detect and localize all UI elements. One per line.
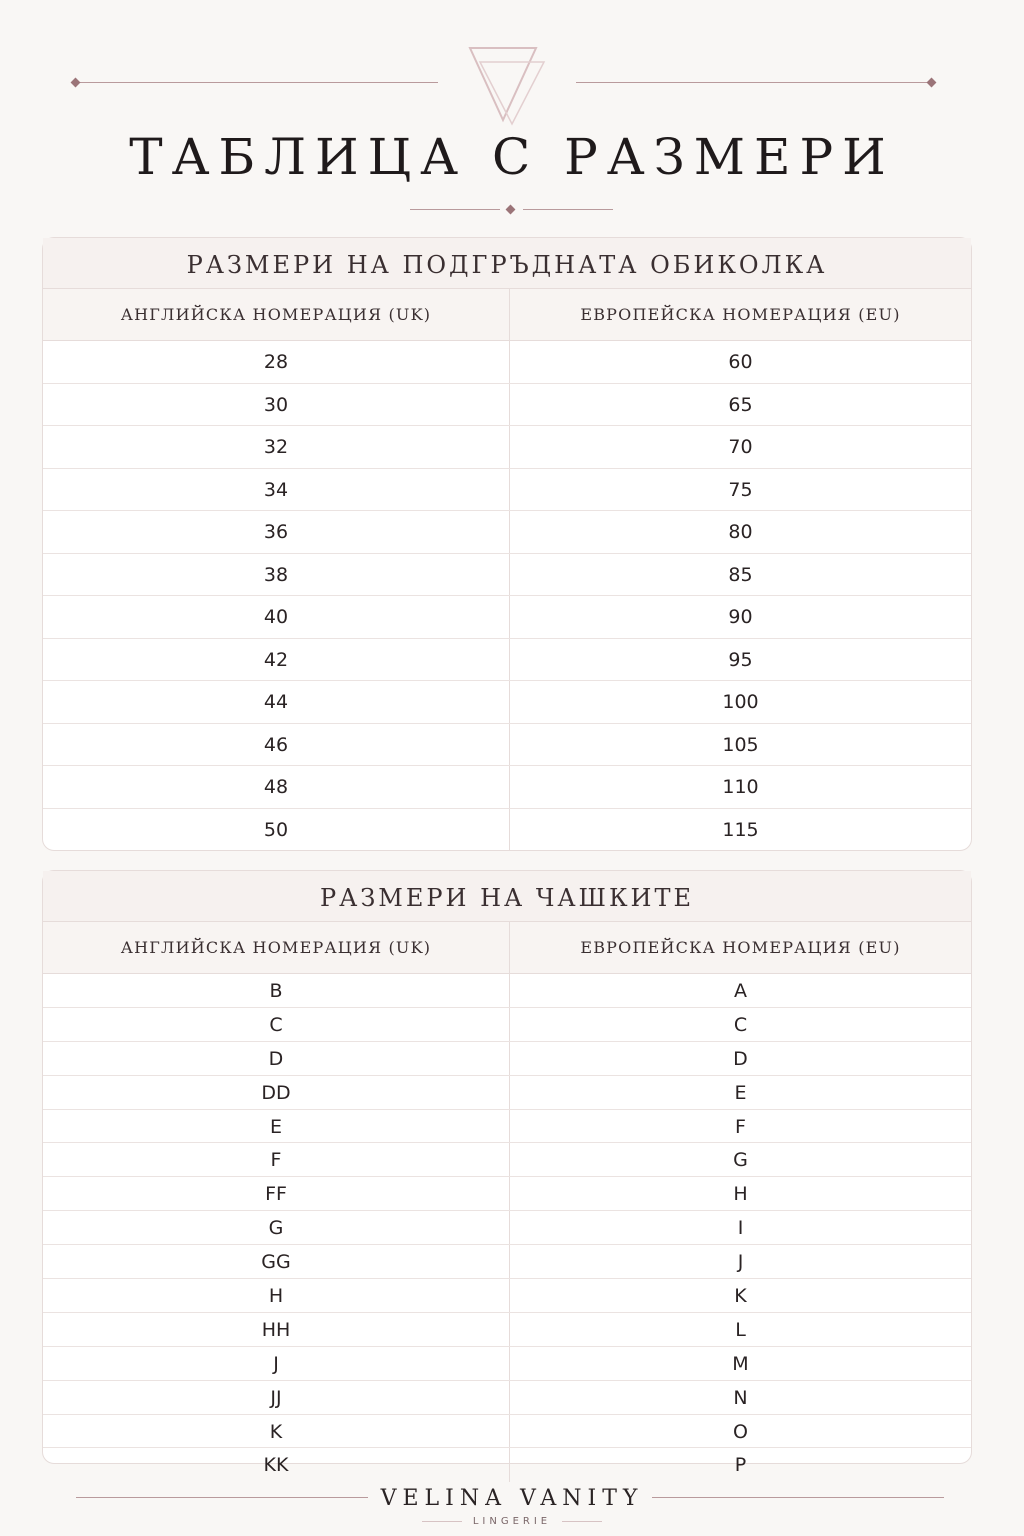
- cell-uk: K: [43, 1415, 510, 1448]
- cell-eu: 110: [722, 776, 759, 798]
- column-header-uk: АНГЛИЙСКА НОМЕРАЦИЯ (UK): [43, 289, 510, 340]
- column-header-eu: ЕВРОПЕЙСКА НОМЕРАЦИЯ (EU): [580, 305, 901, 324]
- cell-eu: L: [735, 1318, 746, 1341]
- cup-table-heading: РАЗМЕРИ НА ЧАШКИТЕ: [43, 871, 971, 922]
- cell-eu: 100: [722, 691, 759, 713]
- cell-eu: 70: [728, 436, 753, 458]
- cup-size-table: [42, 870, 972, 1477]
- table-row: [43, 1177, 971, 1211]
- table-row: [43, 1415, 971, 1449]
- table-row: [43, 681, 971, 724]
- cell-uk: C: [43, 1008, 510, 1041]
- cell-eu: C: [733, 1013, 748, 1036]
- cell-eu: H: [733, 1183, 748, 1206]
- cell-eu: E: [734, 1081, 747, 1104]
- table-row: [43, 1313, 971, 1347]
- cell-eu: D: [733, 1047, 748, 1070]
- cell-eu: 95: [728, 648, 753, 671]
- title-rule-left: [410, 209, 500, 210]
- table-row: [43, 1076, 971, 1110]
- triangle-logo-icon: [466, 44, 548, 128]
- cell-eu: A: [734, 980, 747, 1002]
- table-row: [43, 384, 971, 427]
- table-row: [43, 469, 971, 512]
- cell-uk: 36: [43, 511, 510, 553]
- table-row: [43, 341, 971, 384]
- table-row: [43, 1381, 971, 1415]
- table-row: [43, 511, 971, 554]
- cell-eu: O: [733, 1420, 748, 1443]
- header-rule-left: [76, 82, 438, 83]
- diamond-icon: [71, 78, 81, 88]
- cell-eu: 115: [722, 818, 759, 841]
- cell-eu: G: [733, 1149, 748, 1172]
- cell-eu: M: [732, 1352, 749, 1375]
- cell-uk: B: [43, 974, 510, 1007]
- table-row: [43, 426, 971, 469]
- header-rule-right: [576, 82, 932, 83]
- cell-uk: KK: [43, 1448, 510, 1482]
- column-header-eu: ЕВРОПЕЙСКА НОМЕРАЦИЯ (EU): [580, 938, 901, 957]
- cell-uk: JJ: [43, 1381, 510, 1414]
- table-row: [43, 1245, 971, 1279]
- table-row: [43, 639, 971, 682]
- cell-eu: 90: [728, 606, 753, 628]
- table-row: [43, 1448, 971, 1482]
- table-row: [43, 1143, 971, 1177]
- cell-uk: 34: [43, 469, 510, 511]
- cup-table-body: [43, 974, 971, 1482]
- band-table-body: [43, 341, 971, 851]
- cell-eu: 105: [722, 733, 759, 756]
- cell-uk: HH: [43, 1313, 510, 1346]
- cell-uk: DD: [43, 1076, 510, 1109]
- cell-eu: 65: [728, 393, 753, 416]
- table-row: [43, 1347, 971, 1381]
- cell-uk: 50: [43, 809, 510, 852]
- cell-eu: I: [737, 1217, 744, 1240]
- table-row: [43, 554, 971, 597]
- cell-uk: 40: [43, 596, 510, 638]
- table-row: [43, 974, 971, 1008]
- cell-uk: FF: [43, 1177, 510, 1210]
- table-row: [43, 809, 971, 852]
- band-size-table: [42, 237, 972, 851]
- brand-name: VELINA VANITY: [380, 1486, 644, 1511]
- cell-uk: 48: [43, 766, 510, 808]
- cell-eu: 75: [728, 478, 753, 501]
- cell-eu: K: [734, 1285, 747, 1308]
- cell-uk: G: [43, 1211, 510, 1244]
- cup-table-column-headers: [43, 922, 971, 974]
- cell-uk: H: [43, 1279, 510, 1312]
- table-row: [43, 1042, 971, 1076]
- table-row: [43, 1008, 971, 1042]
- cell-eu: F: [735, 1115, 746, 1138]
- table-row: [43, 1211, 971, 1245]
- cell-uk: D: [43, 1042, 510, 1075]
- cell-uk: 38: [43, 554, 510, 596]
- table-row: [43, 1110, 971, 1144]
- cell-eu: P: [734, 1454, 747, 1477]
- cell-uk: J: [43, 1347, 510, 1380]
- diamond-icon: [506, 205, 516, 215]
- cell-eu: 80: [728, 521, 753, 543]
- cell-uk: E: [43, 1110, 510, 1143]
- cell-uk: 28: [43, 341, 510, 383]
- cell-uk: 44: [43, 681, 510, 723]
- cell-eu: 85: [728, 563, 753, 586]
- cell-uk: 42: [43, 639, 510, 681]
- table-row: [43, 724, 971, 767]
- page-title: ТАБЛИЦА С РАЗМЕРИ: [129, 128, 895, 186]
- title-rule-right: [523, 209, 613, 210]
- cell-uk: GG: [43, 1245, 510, 1278]
- cell-uk: F: [43, 1143, 510, 1176]
- cell-eu: J: [737, 1251, 744, 1274]
- table-row: [43, 766, 971, 809]
- table-row: [43, 1279, 971, 1313]
- cell-eu: N: [733, 1386, 748, 1409]
- cell-uk: 46: [43, 724, 510, 766]
- diamond-icon: [927, 78, 937, 88]
- brand-tagline: LINGERIE: [472, 1516, 552, 1527]
- cell-uk: 32: [43, 426, 510, 468]
- column-header-uk: АНГЛИЙСКА НОМЕРАЦИЯ (UK): [43, 922, 510, 973]
- cell-uk: 30: [43, 384, 510, 426]
- band-table-heading: РАЗМЕРИ НА ПОДГРЪДНАТА ОБИКОЛКА: [43, 238, 971, 289]
- band-table-column-headers: [43, 289, 971, 341]
- cell-eu: 60: [728, 351, 753, 373]
- table-row: [43, 596, 971, 639]
